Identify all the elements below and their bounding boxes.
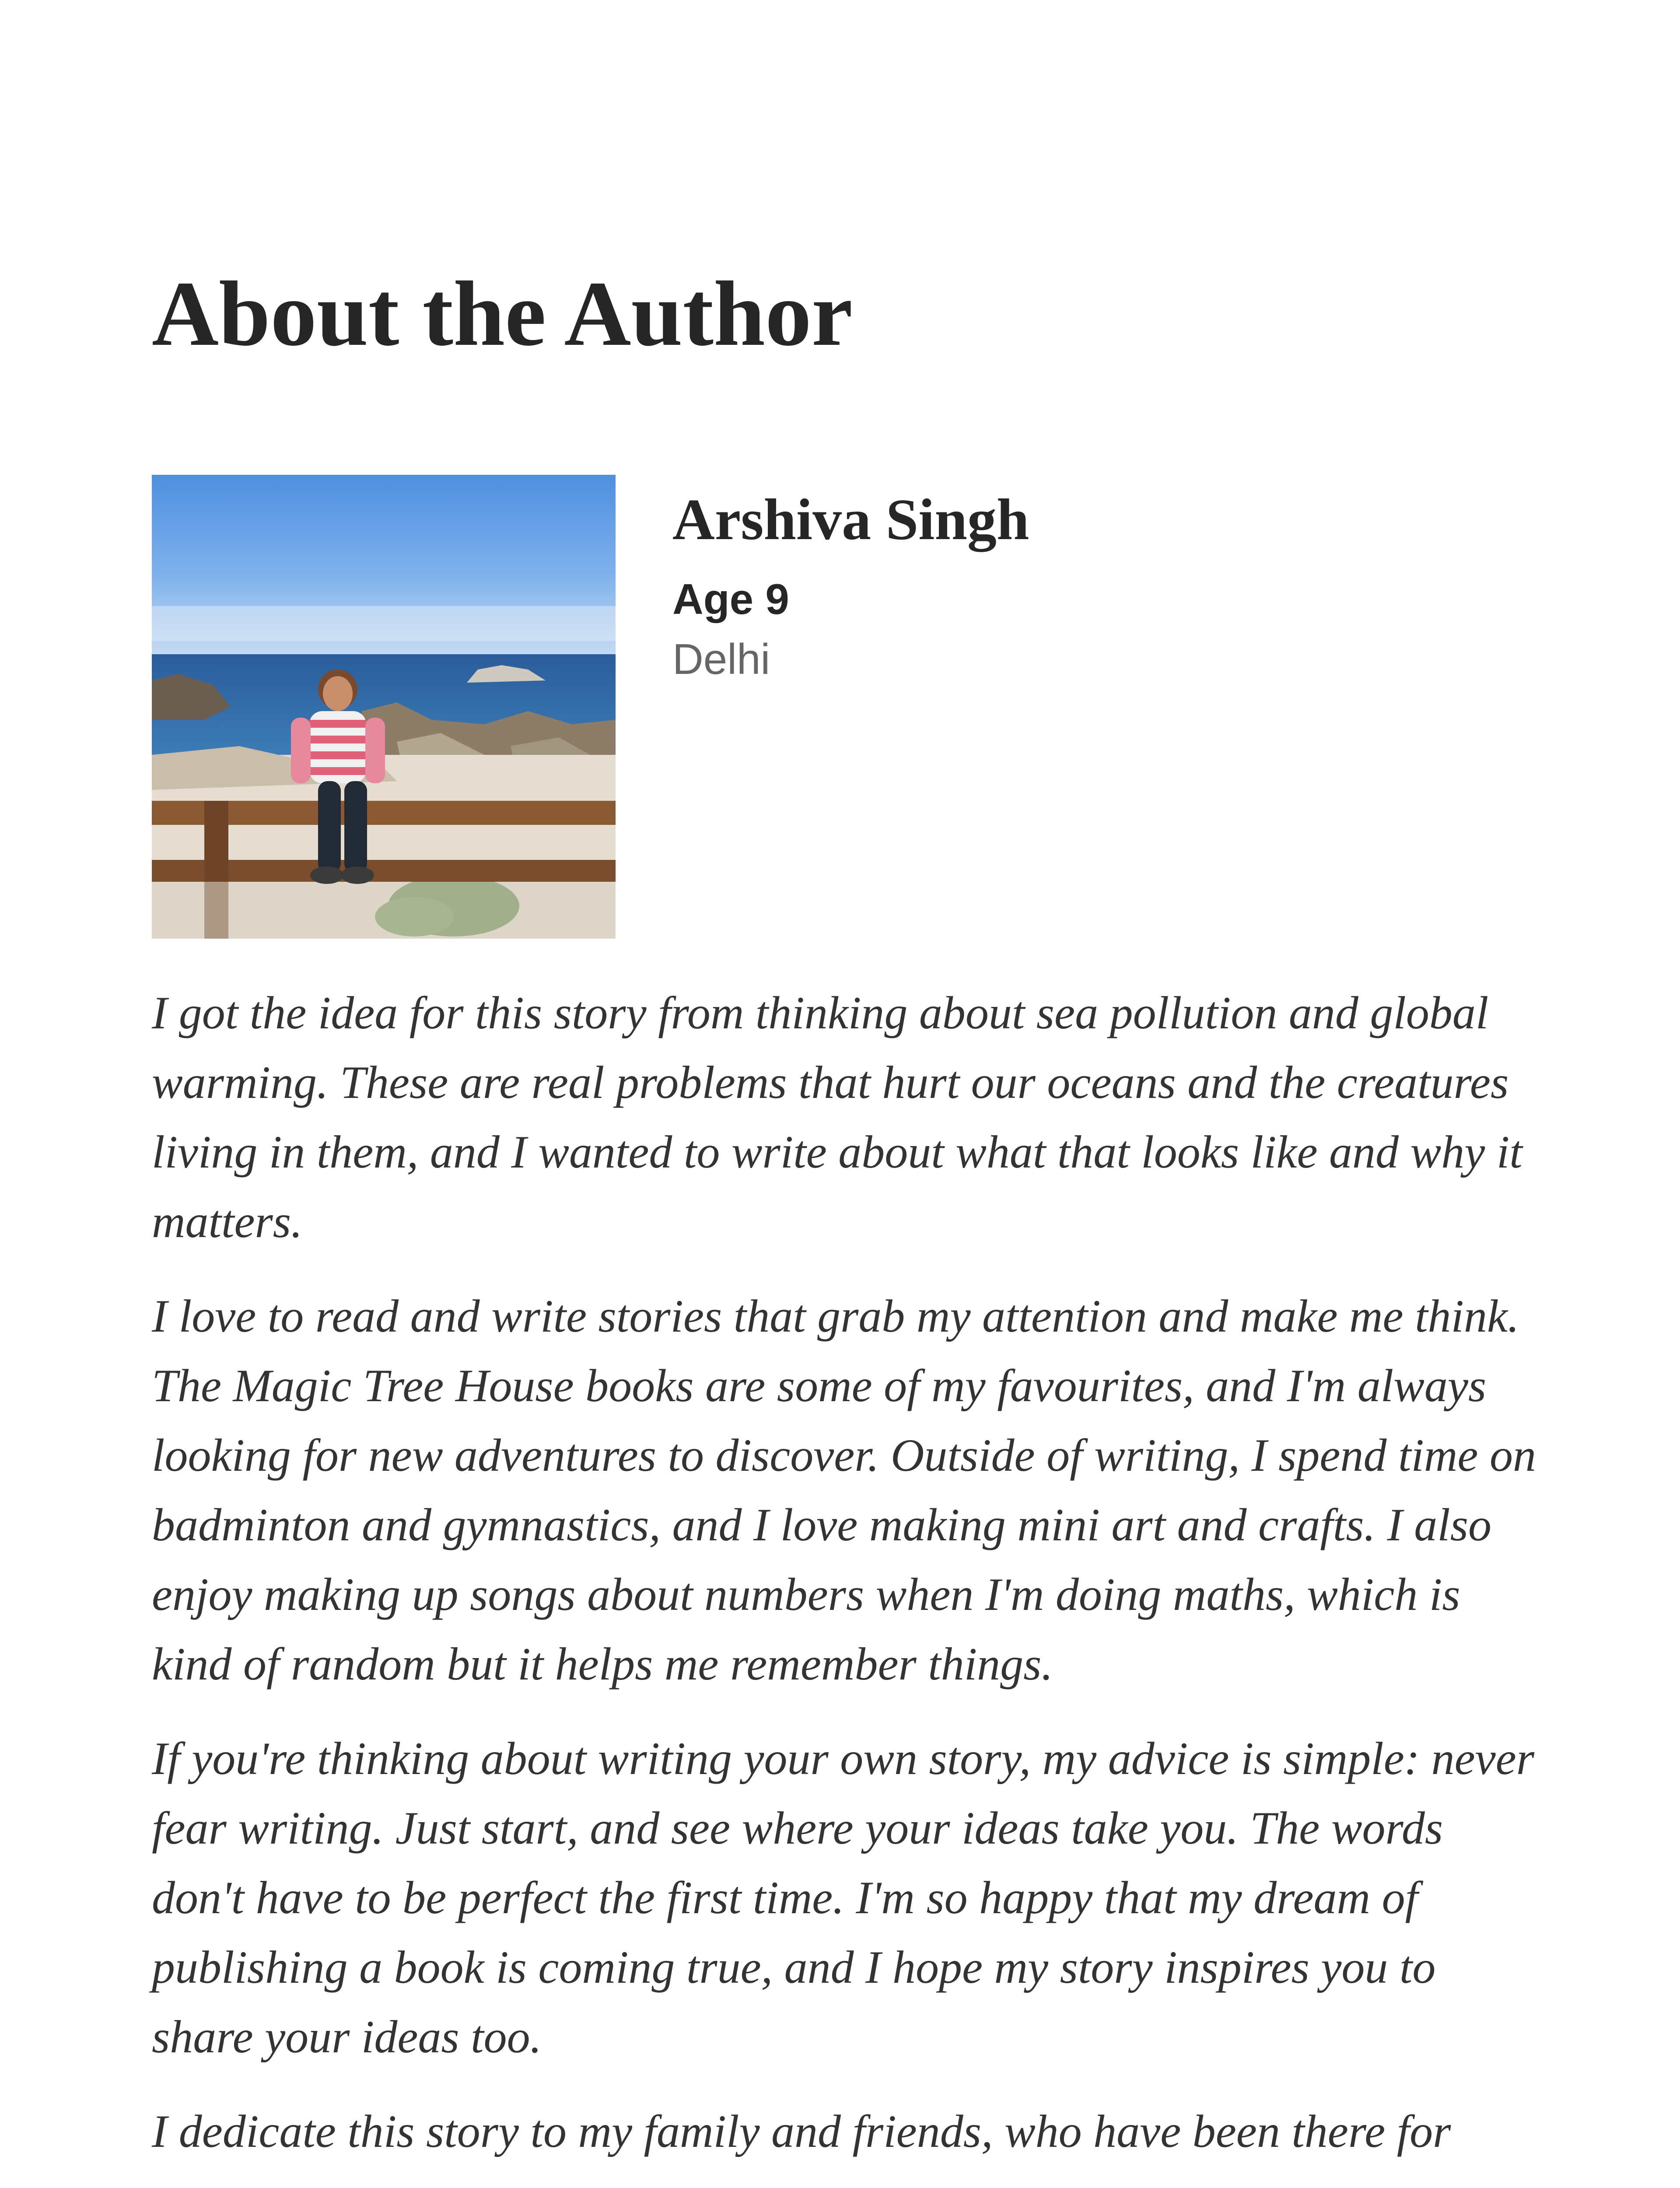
biography-paragraph: I love to read and write stories that grab my attention and make me think. The Magic Tree House books are some of my favourites, and I'm always looking for new adventures to discover. Outside of writing, I spend time on badminton and gymnastics, and I love making mini art and crafts. I also enjoy making up songs about numbers when I'm doing maths, which is kind of random but it helps me remember things. (152, 1290, 1536, 1690)
author-age: Age 9 (672, 575, 789, 623)
page-title: About the Author (152, 262, 853, 365)
author-city: Delhi (672, 635, 770, 683)
biography-paragraph: I got the idea for this story from thinking about sea pollution and global warming. These are real problems that hurt our oceans and the creatures living in them, and I wanted to write about what that looks like and why it matters. (152, 987, 1522, 1247)
author-name: Arshiva Singh (672, 487, 1029, 552)
biography-paragraph: If you're thinking about writing your own story, my advice is simple: never fear writing. Just start, and see where your ideas take you. The words don't have to be perfect the first time. I'm so happy that my dream of publishing a book is coming true, and I hope my story inspires you to share your ideas too. (152, 1733, 1534, 2062)
author-photo-illustration (152, 475, 616, 939)
author-biography (152, 978, 1543, 2188)
author-photo (152, 475, 616, 939)
biography-paragraph: I dedicate this story to my family and friends, who have been there for (152, 2106, 1451, 2157)
